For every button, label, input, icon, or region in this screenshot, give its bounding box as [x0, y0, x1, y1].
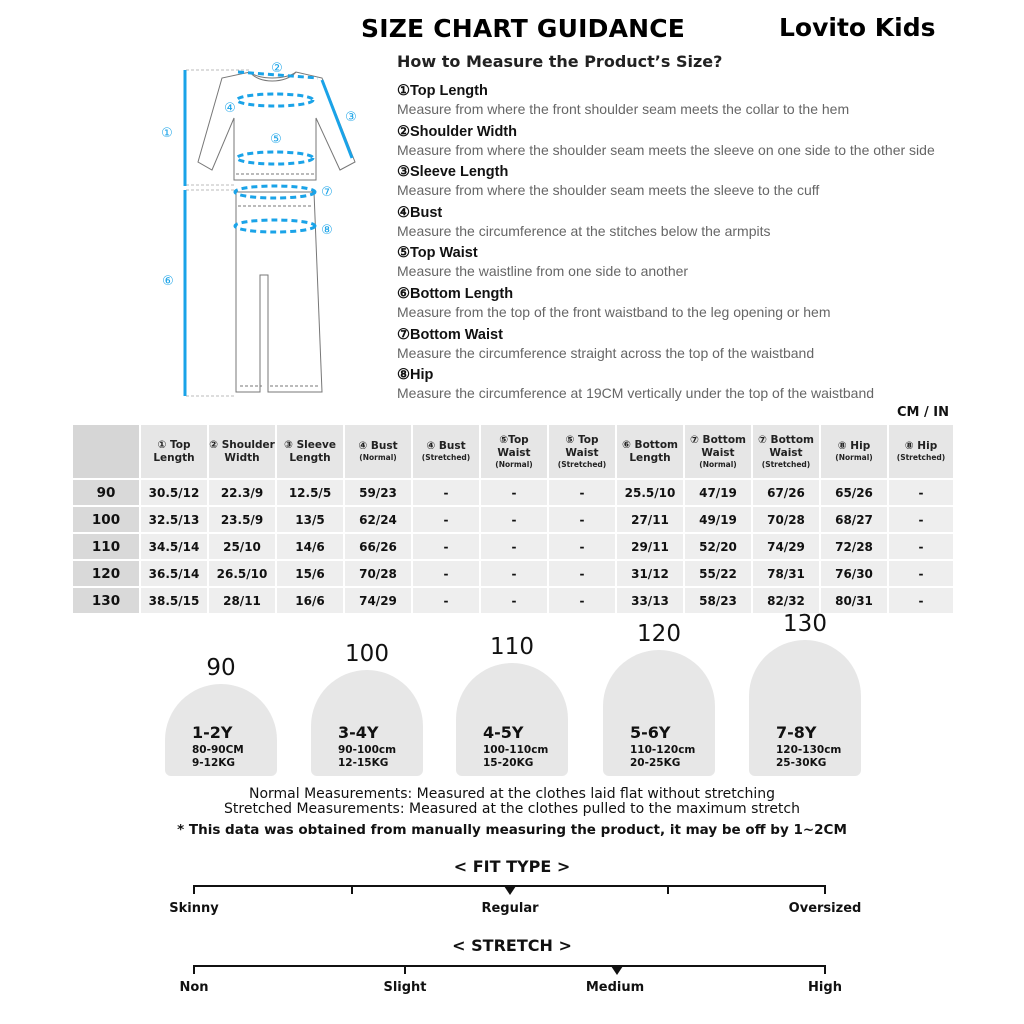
table-cell: -	[481, 588, 547, 613]
measure-guide	[397, 82, 997, 407]
size-card-measures	[192, 744, 244, 770]
table-cell: 28/11	[209, 588, 275, 613]
guide-title: ⑦Bottom Waist	[397, 326, 503, 343]
row-size: 120	[73, 561, 139, 586]
table-cell: -	[549, 507, 615, 532]
table-row	[73, 480, 953, 505]
table-row	[73, 534, 953, 559]
column-header	[209, 425, 275, 478]
size-card-measures	[630, 744, 695, 770]
guide-title: ①Top Length	[397, 83, 488, 99]
size-card-measures	[483, 744, 548, 770]
column-header-line: ① Top	[157, 438, 191, 451]
table-cell: 14/6	[277, 534, 343, 559]
table-cell: 33/13	[617, 588, 683, 613]
guide-item	[397, 123, 997, 164]
disclaimer-note: * This data was obtained from manually measuring the product, it may be off by 1~2CM	[177, 822, 847, 838]
column-header	[549, 425, 615, 478]
table-cell: 66/26	[345, 534, 411, 559]
column-header-line: ⑤Top	[499, 433, 529, 446]
unit-label: CM / IN	[897, 405, 949, 420]
table-header-row	[73, 425, 953, 478]
table-row	[73, 507, 953, 532]
column-header-line: ⑦ Bottom	[690, 433, 746, 446]
normal-note: Normal Measurements: Measured at the clothes laid flat without stretching	[249, 786, 775, 802]
guide-desc: Measure the waistline from one side to another	[397, 263, 689, 280]
column-header	[141, 425, 207, 478]
guide-item	[397, 163, 997, 204]
fit-tick	[824, 885, 826, 894]
fit-tick	[193, 885, 195, 894]
column-header	[413, 425, 479, 478]
table-cell: 68/27	[821, 507, 887, 532]
table-cell: 82/32	[753, 588, 819, 613]
guide-item	[397, 285, 997, 326]
column-header-line: ⑥ Bottom	[622, 438, 678, 451]
column-header	[685, 425, 751, 478]
table-cell: -	[889, 561, 953, 586]
guide-item	[397, 204, 997, 245]
guide-item	[397, 82, 997, 123]
fit-tick	[351, 885, 353, 894]
size-card-weight: 9-12KG	[192, 757, 236, 769]
marker-1: ①	[161, 126, 173, 141]
row-size: 100	[73, 507, 139, 532]
table-cell: 12.5/5	[277, 480, 343, 505]
marker-7: ⑦	[321, 185, 333, 200]
row-size: 90	[73, 480, 139, 505]
howto-heading: How to Measure the Product’s Size?	[397, 52, 723, 71]
table-cell: 58/23	[685, 588, 751, 613]
table-row	[73, 561, 953, 586]
column-header	[753, 425, 819, 478]
guide-title: ⑥Bottom Length	[397, 285, 514, 302]
column-header-sub: (Stretched)	[761, 459, 811, 469]
size-card-age: 7-8Y	[776, 723, 817, 742]
guide-title: ⑧Hip	[397, 367, 434, 384]
garment-diagram	[150, 56, 357, 402]
fit-label-oversized: Oversized	[788, 901, 862, 916]
column-header-sub: (Stretched)	[896, 453, 946, 462]
guide-item	[397, 366, 997, 407]
size-card-height: 90-100cm	[338, 744, 397, 756]
table-cell: 72/28	[821, 534, 887, 559]
table-cell: 36.5/14	[141, 561, 207, 586]
fit-marker	[504, 886, 516, 895]
table-cell: 38.5/15	[141, 588, 207, 613]
table-cell: -	[889, 588, 953, 613]
table-cell: -	[889, 480, 953, 505]
size-card-weight: 15-20KG	[483, 757, 534, 769]
column-header-line: ⑤ Top	[565, 433, 599, 446]
table-cell: 13/5	[277, 507, 343, 532]
size-card-height: 110-120cm	[630, 744, 696, 756]
size-card-number: 110	[490, 634, 534, 660]
column-header-line: Waist	[565, 446, 599, 459]
guide-item	[397, 244, 997, 285]
size-card-age: 5-6Y	[630, 723, 671, 742]
table-cell: 74/29	[753, 534, 819, 559]
marker-5: ⑤	[270, 132, 282, 147]
table-cell: 34.5/14	[141, 534, 207, 559]
table-cell: 26.5/10	[209, 561, 275, 586]
size-card-weight: 12-15KG	[338, 757, 389, 769]
brand-logo: Lovito Kids	[779, 13, 936, 42]
stretch-tick	[404, 965, 406, 974]
table-body	[73, 480, 953, 613]
row-size: 110	[73, 534, 139, 559]
table-cell: 15/6	[277, 561, 343, 586]
table-cell: -	[549, 480, 615, 505]
column-header-sub: (Normal)	[495, 459, 533, 469]
guide-title: ②Shoulder Width	[397, 123, 517, 140]
table-cell: 65/26	[821, 480, 887, 505]
marker-3: ③	[345, 110, 357, 125]
guide-desc: Measure from the top of the front waistband to the leg opening or hem	[397, 303, 831, 320]
guide-desc: Measure the circumference straight across the top of the waistband	[397, 344, 815, 361]
stretch-marker	[611, 966, 623, 975]
size-card-height: 100-110cm	[483, 744, 549, 756]
guide-desc: Measure the circumference at the stitches below the armpits	[397, 222, 771, 239]
size-card-age: 1-2Y	[192, 723, 233, 742]
fit-tick	[667, 885, 669, 894]
table-cell: -	[413, 507, 479, 532]
table-corner	[73, 425, 139, 478]
table-cell: 74/29	[345, 588, 411, 613]
stretch-scale-line	[194, 965, 826, 967]
size-card-age: 4-5Y	[483, 723, 524, 742]
table-cell: -	[413, 561, 479, 586]
column-header-line: ⑧ Hip	[837, 440, 871, 452]
column-header	[345, 425, 411, 478]
size-card-measures	[776, 744, 841, 770]
table-cell: -	[549, 561, 615, 586]
table-cell: 29/11	[617, 534, 683, 559]
table-cell: 32.5/13	[141, 507, 207, 532]
marker-8: ⑧	[321, 223, 333, 238]
table-cell: -	[481, 507, 547, 532]
size-card-age: 3-4Y	[338, 723, 379, 742]
table-cell: 22.3/9	[209, 480, 275, 505]
column-header	[821, 425, 887, 478]
column-header-line: ③ Sleeve	[284, 438, 336, 451]
column-header-line: Waist	[769, 446, 803, 459]
column-header-sub: (Normal)	[359, 453, 397, 462]
stretched-note: Stretched Measurements: Measured at the clothes pulled to the maximum stretch	[224, 801, 800, 817]
stretch-label-slight: Slight	[383, 980, 427, 995]
stretch-label-non: Non	[179, 980, 209, 995]
table-cell: -	[889, 534, 953, 559]
column-header-sub: (Stretched)	[557, 459, 607, 469]
table-cell: -	[889, 507, 953, 532]
marker-6: ⑥	[162, 274, 174, 289]
guide-desc: Measure the circumference at 19CM vertically under the top of the waistband	[397, 385, 875, 402]
table-cell: 25/10	[209, 534, 275, 559]
table-cell: 47/19	[685, 480, 751, 505]
column-header-line: ④ Bust	[358, 440, 398, 452]
column-header	[277, 425, 343, 478]
marker-2: ②	[271, 61, 283, 76]
size-card-measures	[338, 744, 396, 770]
size-card-height: 80-90CM	[192, 744, 244, 756]
stretch-tick	[824, 965, 826, 974]
guide-title: ⑤Top Waist	[397, 245, 478, 262]
column-header-line: ② Shoulder	[209, 438, 275, 451]
fit-label-skinny: Skinny	[169, 901, 219, 916]
size-card-weight: 25-30KG	[776, 757, 827, 769]
table-cell: -	[481, 534, 547, 559]
fit-type-title: < FIT TYPE >	[453, 857, 571, 876]
marker-4: ④	[224, 101, 236, 116]
table-cell: 31/12	[617, 561, 683, 586]
size-card-height: 120-130cm	[776, 744, 842, 756]
column-header	[889, 425, 953, 478]
table-cell: 25.5/10	[617, 480, 683, 505]
guide-title: ④Bust	[397, 204, 443, 221]
table-cell: 59/23	[345, 480, 411, 505]
table-cell: 80/31	[821, 588, 887, 613]
table-cell: 70/28	[753, 507, 819, 532]
column-header-line: Length	[289, 451, 331, 464]
column-header	[617, 425, 683, 478]
stretch-label-high: High	[808, 980, 842, 995]
column-header	[481, 425, 547, 478]
guide-desc: Measure from where the shoulder seam meets the sleeve to the cuff	[397, 182, 820, 199]
table-cell: 27/11	[617, 507, 683, 532]
size-table	[71, 423, 955, 615]
table-cell: -	[413, 534, 479, 559]
table-cell: 70/28	[345, 561, 411, 586]
table-row	[73, 588, 953, 613]
stretch-title: < STRETCH >	[452, 936, 572, 955]
column-header-line: Width	[224, 451, 260, 464]
table-cell: 55/22	[685, 561, 751, 586]
size-card-number: 90	[206, 655, 236, 681]
table-cell: 67/26	[753, 480, 819, 505]
table-cell: 23.5/9	[209, 507, 275, 532]
guide-desc: Measure from where the shoulder seam meets the sleeve on one side to the other side	[397, 141, 935, 158]
stretch-label-medium: Medium	[585, 980, 645, 995]
table-cell: -	[413, 588, 479, 613]
table-cell: 62/24	[345, 507, 411, 532]
column-header-line: Waist	[701, 446, 735, 459]
column-header-line: Waist	[497, 446, 531, 459]
table-cell: 52/20	[685, 534, 751, 559]
column-header-sub: (Normal)	[835, 453, 873, 462]
table-cell: 78/31	[753, 561, 819, 586]
table-cell: -	[549, 588, 615, 613]
guide-item	[397, 326, 997, 367]
table-cell: 30.5/12	[141, 480, 207, 505]
column-header-sub: (Stretched)	[421, 453, 471, 462]
fit-label-regular: Regular	[481, 901, 539, 916]
column-header-line: ⑦ Bottom	[758, 433, 814, 446]
size-card-number: 130	[783, 611, 827, 637]
table-cell: 16/6	[277, 588, 343, 613]
column-header-line: Length	[629, 451, 671, 464]
guide-title: ③Sleeve Length	[397, 164, 509, 181]
table-cell: 76/30	[821, 561, 887, 586]
column-header-line: ④ Bust	[426, 440, 466, 452]
row-size: 130	[73, 588, 139, 613]
size-card-number: 120	[637, 621, 681, 647]
table-cell: 49/19	[685, 507, 751, 532]
page-title: SIZE CHART GUIDANCE	[361, 14, 686, 43]
table-cell: -	[549, 534, 615, 559]
guide-desc: Measure from where the front shoulder seam meets the collar to the hem	[397, 101, 850, 117]
table-cell: -	[481, 561, 547, 586]
column-header-sub: (Normal)	[699, 459, 737, 469]
table-cell: -	[481, 480, 547, 505]
stretch-tick	[193, 965, 195, 974]
column-header-line: ⑧ Hip	[904, 440, 938, 452]
table-cell: -	[413, 480, 479, 505]
size-card-number: 100	[345, 641, 389, 667]
column-header-line: Length	[153, 451, 195, 464]
size-card-weight: 20-25KG	[630, 757, 681, 769]
